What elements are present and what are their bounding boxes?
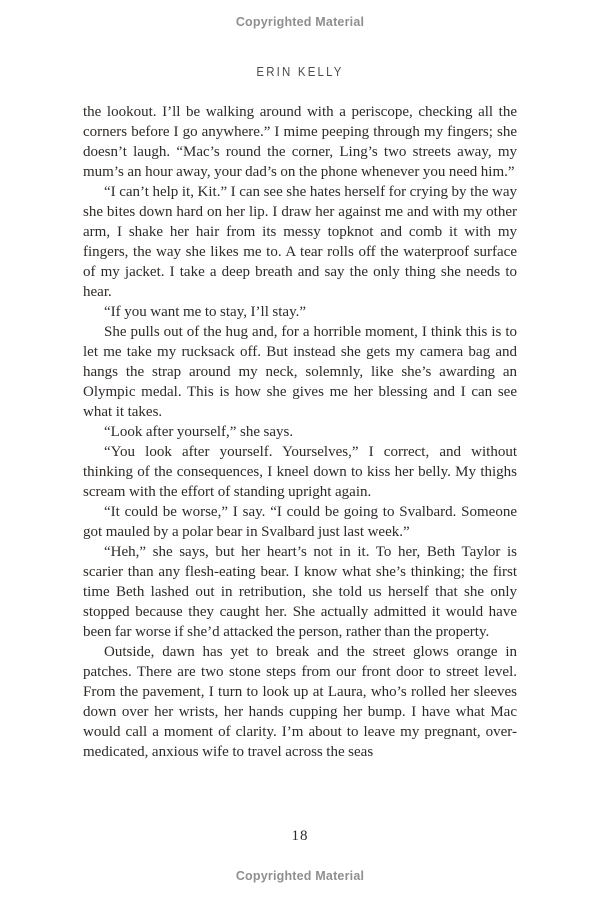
paragraph: “If you want me to stay, I’ll stay.” (104, 304, 307, 320)
body-text (83, 102, 517, 762)
paragraph: “It could be worse,” I say. “I could be going to Svalbard. Someone got mauled by a polar bear in Svalbard just last week.” (83, 504, 517, 540)
running-header-author: ERIN KELLY (256, 64, 344, 79)
paragraph: “You look after yourself. Yourselves,” I correct, and without thinking of the consequences, I kneel down to kiss her belly. My thighs scream with the effort of standing upright again. (83, 444, 517, 500)
paragraph: “Look after yourself,” she says. (104, 424, 294, 440)
paragraph: Outside, dawn has yet to break and the street glows orange in patches. There are two stone steps from our front door to street level. From the pavement, I turn to look up at Laura, who’s rolled her sleeves down over her wrists, her hands cupping her bump. I have what Mac would call a moment of clarity. I’m about to leave my pregnant, over-medicated, anxious wife to travel across the seas (83, 644, 517, 760)
paragraph: She pulls out of the hug and, for a horrible moment, I think this is to let me take my rucksack off. But instead she gets my camera bag and hangs the strap around my neck, solemnly, like she’s awarding an Olympic medal. This is how she gives me her blessing and I can see what it takes. (83, 324, 517, 420)
page-number: 18 (291, 828, 309, 844)
copyright-notice-top: Copyrighted Material (235, 15, 365, 29)
paragraph: “I can’t help it, Kit.” I can see she hates herself for crying by the way she bites down hard on her lip. I draw her against me and with my other arm, I shake her hair from its messy topknot and comb it with my fingers, the way she likes me to. A tear rolls off the waterproof surface of my jacket. I take a deep breath and say the only thing she needs to hear. (83, 184, 517, 300)
copyright-notice-bottom: Copyrighted Material (235, 869, 365, 883)
paragraph: the lookout. I’ll be walking around with a periscope, checking all the corners before I go anywhere.” I mime peeping through my fingers; she doesn’t laugh. “Mac’s round the corner, Ling’s two streets away, my mum’s an hour away, your dad’s on the phone whenever you need him.” (83, 104, 517, 180)
paragraph: “Heh,” she says, but her heart’s not in it. To her, Beth Taylor is scarier than any flesh-eating bear. I know what she’s thinking; the first time Beth lashed out in retribution, she told us herself that she only stopped because they caught her. She actually admitted it would have been far worse if she’d attacked the person, rather than the property. (83, 544, 517, 640)
